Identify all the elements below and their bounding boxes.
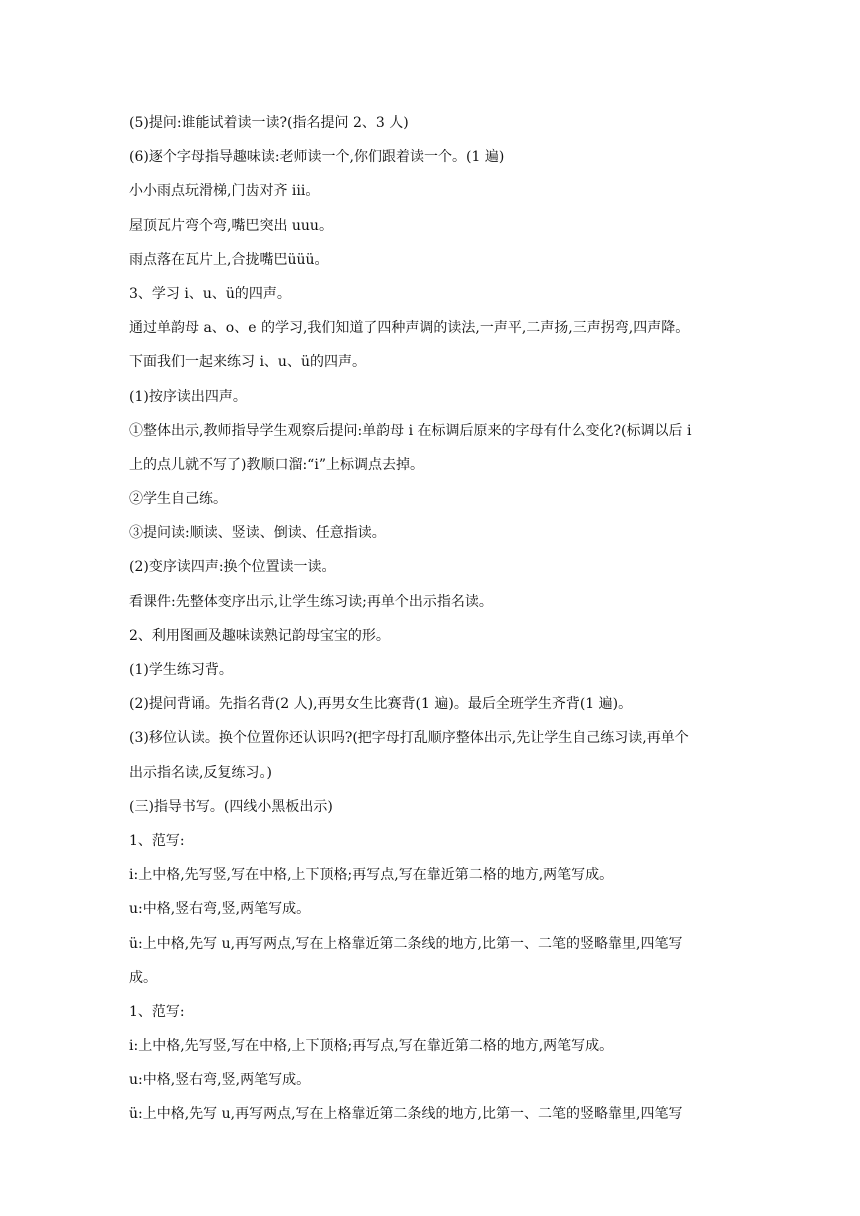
section-heading: 2、利用图画及趣味读熟记韵母宝宝的形。 (129, 627, 390, 644)
text-line: (1)学生练习背。 (129, 662, 233, 678)
text-line: (2)变序读四声:换个位置读一读。 (129, 559, 336, 576)
section-heading: 1、范写: (129, 832, 185, 849)
text-line: 通过单韵母 a、o、e 的学习,我们知道了四种声调的读法,一声平,二声扬,三声拐弯,四声降。 (129, 320, 690, 337)
text-line: 看课件:先整体变序出示,让学生练习读;再单个出示指名读。 (129, 593, 493, 610)
text-line: 屋顶瓦片弯个弯,嘴巴突出 uuu。 (129, 217, 333, 234)
text-line: 小小雨点玩滑梯,门齿对齐 iii。 (129, 183, 320, 200)
text-line: 上的点儿就不写了)教顺口溜:“i”上标调点去掉。 (129, 456, 424, 473)
text-line: ü:上中格,先写 u,再写两点,写在上格靠近第二条线的地方,比第一、二笔的竖略靠里,四笔写 (129, 935, 683, 952)
text-line: 雨点落在瓦片上,合拢嘴巴üüü。 (129, 251, 329, 268)
text-line: (5)提问:谁能试着读一读?(指名提问 2、3 人) (129, 115, 409, 131)
section-heading: 3、学习 i、u、ü的四声。 (129, 285, 291, 302)
text-line: u:中格,竖右弯,竖,两笔写成。 (129, 1072, 311, 1089)
section-heading: (三)指导书写。(四线小黑板出示) (129, 798, 333, 815)
text-line: (6)逐个字母指导趣味读:老师读一个,你们跟着读一个。(1 遍) (129, 149, 505, 166)
section-heading: 1、范写: (129, 1003, 185, 1020)
text-line: ②学生自己练。 (129, 491, 227, 508)
text-line: ③提问读:顺读、竖读、倒读、任意指读。 (129, 525, 386, 542)
text-line: u:中格,竖右弯,竖,两笔写成。 (129, 901, 311, 918)
text-line: 成。 (129, 969, 157, 986)
text-line: (2)提问背诵。先指名背(2 人),再男女生比赛背(1 遍)。最后全班学生齐背(1 遍)。 (129, 696, 633, 713)
text-line: 下面我们一起来练习 i、u、ü的四声。 (129, 354, 366, 371)
text-line: (1)按序读出四声。 (129, 388, 247, 405)
text-line: ①整体出示,教师指导学生观察后提问:单韵母 i 在标调后原来的字母有什么变化?(标调以后 i (129, 422, 692, 439)
text-line: i:上中格,先写竖,写在中格,上下顶格;再写点,写在靠近第二格的地方,两笔写成。 (129, 1038, 614, 1055)
text-line: (3)移位认读。换个位置你还认识吗?(把字母打乱顺序整体出示,先让学生自己练习读,再单个 (129, 730, 689, 747)
document-body (129, 106, 741, 1132)
text-line: ü:上中格,先写 u,再写两点,写在上格靠近第二条线的地方,比第一、二笔的竖略靠里,四笔写 (129, 1106, 683, 1123)
text-line: i:上中格,先写竖,写在中格,上下顶格;再写点,写在靠近第二格的地方,两笔写成。 (129, 867, 614, 884)
text-line: 出示指名读,反复练习。) (129, 764, 272, 781)
